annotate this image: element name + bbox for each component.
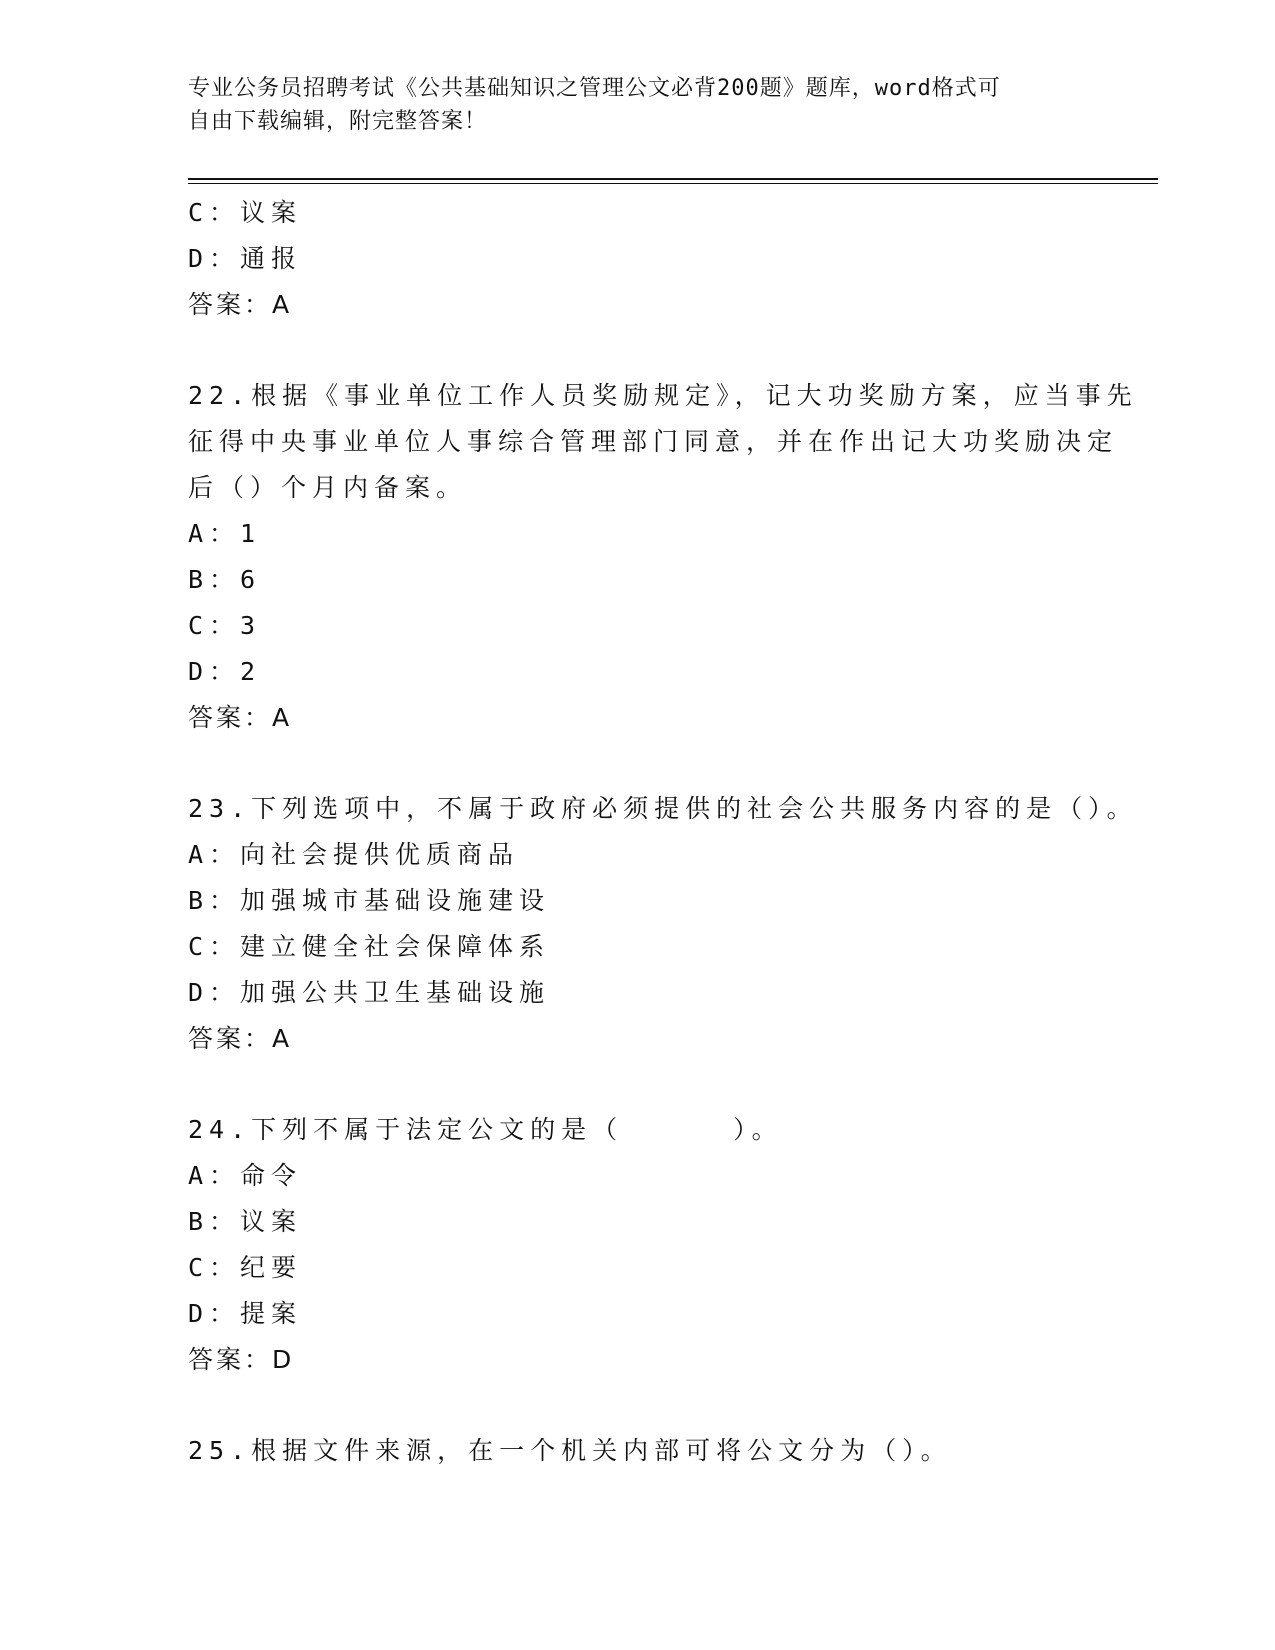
q25-text: 25.根据文件来源，在一个机关内部可将公文分为（）。	[188, 1436, 952, 1465]
q23-option-b: B：加强城市基础设施建设	[188, 886, 551, 915]
q23-answer: 答案：A	[188, 1024, 293, 1053]
q22-text-line-1: 22.根据《事业单位工作人员奖励规定》，记大功奖励方案，应当事先	[188, 381, 1138, 410]
spacer	[188, 741, 1158, 786]
header-divider-thick	[188, 178, 1158, 180]
q22-option-c: C：3	[188, 611, 262, 640]
q23-text: 23.下列选项中，不属于政府必须提供的社会公共服务内容的是（）。	[188, 794, 1138, 823]
q24-text-after-blank: ）。	[733, 1115, 783, 1144]
q22-text-line-2: 征得中央事业单位人事综合管理部门同意，并在作出记大功奖励决定	[188, 427, 1119, 456]
q22-option-d: D：2	[188, 657, 262, 686]
q24-answer: 答案：D	[188, 1345, 295, 1374]
spacer	[188, 1383, 1158, 1428]
spacer	[188, 328, 1158, 373]
q23-option-a: A：向社会提供优质商品	[188, 840, 520, 869]
q24-option-d: D：提案	[188, 1299, 303, 1328]
q21-answer: 答案：A	[188, 290, 293, 319]
question-22	[188, 373, 1158, 741]
question-21	[188, 190, 1158, 328]
header-title-line-1: 专业公务员招聘考试《公共基础知识之管理公文必背200题》题库，word格式可	[188, 76, 1001, 101]
q24-text-before-blank: 24.下列不属于法定公文的是（	[188, 1115, 624, 1144]
header-divider-thin	[188, 183, 1158, 184]
question-25	[188, 1428, 1158, 1474]
q21-option-c: C：议案	[188, 198, 303, 227]
header-title-line-2: 自由下载编辑，附完整答案！	[188, 109, 488, 134]
question-list	[188, 190, 1158, 1474]
question-23	[188, 786, 1158, 1062]
q22-answer: 答案：A	[188, 703, 293, 732]
q21-option-d: D：通报	[188, 244, 303, 273]
q22-option-a: A：1	[188, 519, 262, 548]
question-24	[188, 1107, 1158, 1383]
spacer	[188, 1062, 1158, 1107]
q22-text-line-3: 后（）个月内备案。	[188, 473, 468, 502]
q23-option-c: C：建立健全社会保障体系	[188, 932, 551, 961]
q24-option-c: C：纪要	[188, 1253, 303, 1282]
q24-option-a: A：命令	[188, 1161, 303, 1190]
q24-option-b: B：议案	[188, 1207, 303, 1236]
q22-option-b: B：6	[188, 565, 262, 594]
document-header	[188, 72, 1048, 138]
q23-option-d: D：加强公共卫生基础设施	[188, 978, 551, 1007]
q24-text	[188, 1107, 1158, 1153]
